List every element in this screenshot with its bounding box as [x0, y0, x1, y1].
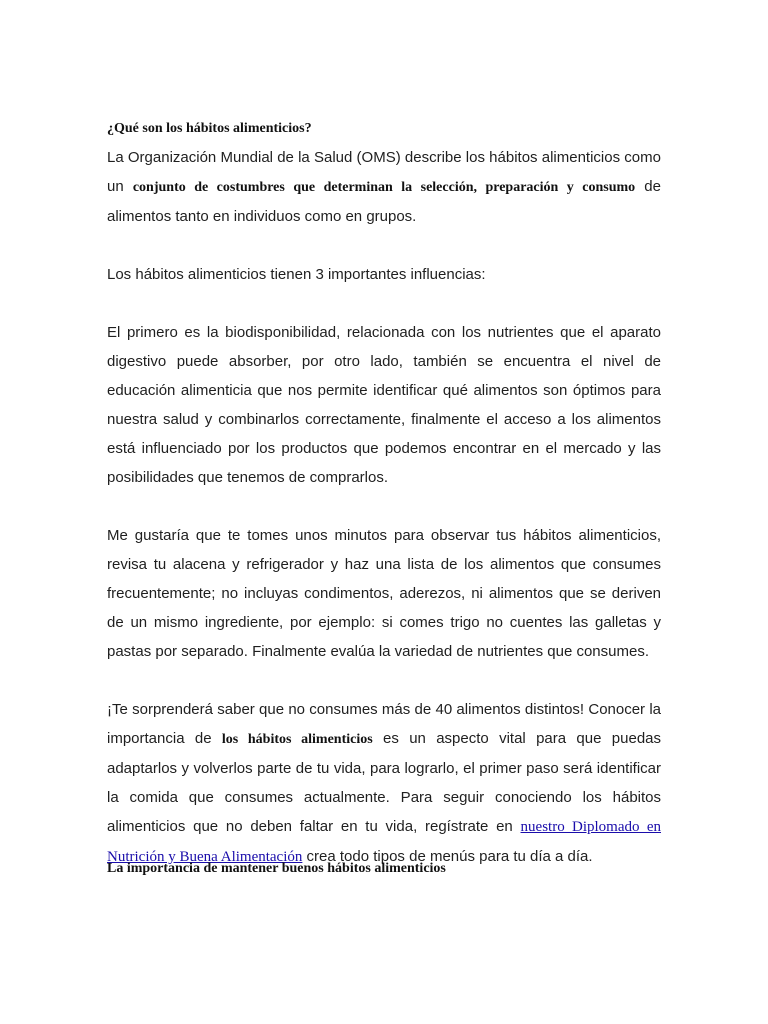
document-body: [107, 119, 661, 878]
oms-text-end: de alimentos tanto en individuos como en grupos.: [107, 178, 661, 225]
paragraph-oms-definition: [107, 143, 661, 231]
habits-bold-phrase: los hábitos alimenticios: [221, 732, 373, 747]
oms-bold-phrase: conjunto de costumbres que determinan la selección, preparación y consumo: [132, 180, 636, 195]
final-heading: La importancia de mantener buenos hábitos alimenticios: [107, 861, 446, 876]
paragraph-observe-habits: Me gustaría que te tomes unos minutos para observar tus hábitos alimenticios, revisa tu alacena y refrigerador y haz una lista de los alimentos que consumes frecuentemente; no incluyas condimentos, aderezos, ni alimentos que se deriven de un mismo ingrediente, por ejemplo: si comes trigo no cuentes las galletas y pastas por separado. Finalmente evalúa la variedad de nutrientes que consumes.: [107, 527, 661, 660]
surprise-text-end: crea todo tipos de menús para tu día a día.: [302, 848, 593, 865]
oms-text-start: La Organización Mundial de la Salud (OMS) describe los hábitos alimenticios como un: [107, 149, 661, 195]
paragraph-surprise: [107, 695, 661, 872]
diplomado-link[interactable]: nuestro Diplomado en Nutrición y Buena Alimentación: [107, 819, 661, 865]
paragraph-influences-intro: Los hábitos alimenticios tienen 3 importantes influencias:: [107, 266, 486, 283]
surprise-text-middle: es un aspecto vital para que puedas adaptarlos y volverlos parte de tu vida, para lograrlo, el primer paso será identificar la comida que consumes actualmente. Para seguir conociendo los hábitos alimenticios que no deben faltar en tu vida, regístrate en: [107, 730, 662, 835]
surprise-text-start: ¡Te sorprenderá saber que no consumes más de 40 alimentos distintos! Conocer la importancia de: [107, 701, 661, 747]
paragraph-bioavailability: El primero es la biodisponibilidad, relacionada con los nutrientes que el aparato digestivo puede absorber, por otro lado, también se encuentra el nivel de educación alimenticia que nos permite identificar qué alimentos son óptimos para nuestra salud y combinarlos correctamente, finalmente el acceso a los alimentos está influenciado por los productos que podemos encontrar en el mercado y las posibilidades que tenemos de comprarlos.: [107, 324, 661, 486]
section-heading: ¿Qué son los hábitos alimenticios?: [107, 121, 312, 136]
